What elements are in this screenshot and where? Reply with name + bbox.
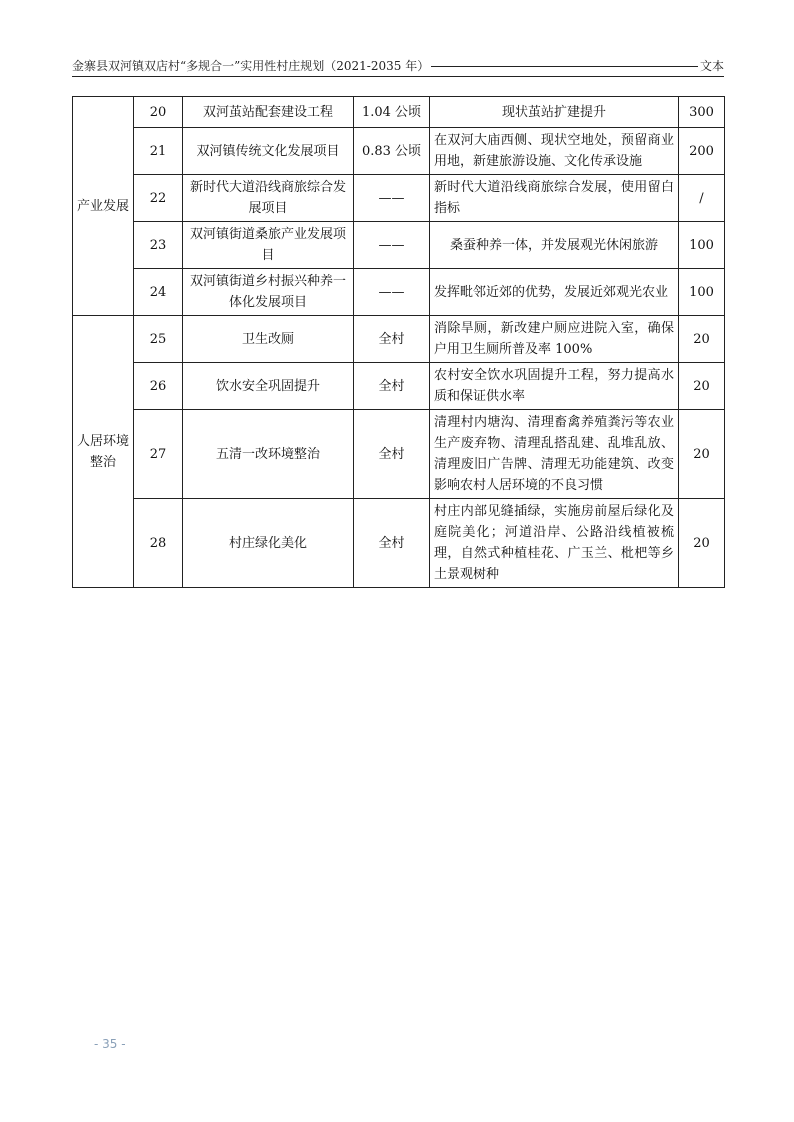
project-content: 农村安全饮水巩固提升工程，努力提高水质和保证供水率 — [430, 363, 679, 410]
table-row — [73, 222, 725, 269]
table-row — [73, 316, 725, 363]
row-number: 26 — [134, 363, 183, 410]
project-name: 新时代大道沿线商旅综合发展项目 — [183, 175, 354, 222]
project-scale: —— — [354, 269, 430, 316]
project-name: 五清一改环境整治 — [183, 410, 354, 499]
project-content: 新时代大道沿线商旅综合发展，使用留白指标 — [430, 175, 679, 222]
project-content: 在双河大庙西侧、现状空地处，预留商业用地，新建旅游设施、文化传承设施 — [430, 128, 679, 175]
document-section-label: 文本 — [699, 59, 724, 73]
project-name: 饮水安全巩固提升 — [183, 363, 354, 410]
row-number: 27 — [134, 410, 183, 499]
project-investment: 100 — [679, 269, 725, 316]
category-cell: 人居环境整治 — [73, 316, 134, 588]
category-cell: 产业发展 — [73, 97, 134, 316]
project-investment: 20 — [679, 499, 725, 588]
table-row — [73, 97, 725, 128]
table-row — [73, 499, 725, 588]
row-number: 28 — [134, 499, 183, 588]
project-name: 双河镇街道乡村振兴种养一体化发展项目 — [183, 269, 354, 316]
project-scale: 全村 — [354, 316, 430, 363]
project-content: 村庄内部见缝插绿，实施房前屋后绿化及庭院美化；河道沿岸、公路沿线植被梳理，自然式种植桂花、广玉兰、枇杷等乡土景观树种 — [430, 499, 679, 588]
header-rule — [431, 66, 698, 67]
project-content: 清理村内塘沟、清理畜禽养殖粪污等农业生产废弃物、清理乱搭乱建、乱堆乱放、清理废旧广告牌、清理无功能建筑、改变影响农村人居环境的不良习惯 — [430, 410, 679, 499]
project-name: 双河镇街道桑旅产业发展项目 — [183, 222, 354, 269]
project-content: 现状茧站扩建提升 — [430, 97, 679, 128]
project-scale: 1.04 公顷 — [354, 97, 430, 128]
project-scale: —— — [354, 175, 430, 222]
row-number: 21 — [134, 128, 183, 175]
project-content: 桑蚕种养一体，并发展观光休闲旅游 — [430, 222, 679, 269]
project-investment: 20 — [679, 410, 725, 499]
project-investment: 20 — [679, 316, 725, 363]
project-scale: —— — [354, 222, 430, 269]
project-name: 双河茧站配套建设工程 — [183, 97, 354, 128]
project-investment: / — [679, 175, 725, 222]
document-title: 金寨县双河镇双店村“多规合一”实用性村庄规划（2021-2035 年） — [72, 59, 430, 73]
table-row — [73, 363, 725, 410]
table-row — [73, 128, 725, 175]
table-row — [73, 410, 725, 499]
row-number: 20 — [134, 97, 183, 128]
project-content: 消除旱厕，新改建户厕应进院入室，确保户用卫生厕所普及率 100% — [430, 316, 679, 363]
project-investment: 300 — [679, 97, 725, 128]
table-row — [73, 269, 725, 316]
row-number: 23 — [134, 222, 183, 269]
project-name: 村庄绿化美化 — [183, 499, 354, 588]
project-investment: 100 — [679, 222, 725, 269]
row-number: 24 — [134, 269, 183, 316]
project-name: 双河镇传统文化发展项目 — [183, 128, 354, 175]
page-header — [72, 56, 724, 77]
project-scale: 全村 — [354, 499, 430, 588]
project-investment: 20 — [679, 363, 725, 410]
row-number: 25 — [134, 316, 183, 363]
project-scale: 全村 — [354, 410, 430, 499]
page-number: - 35 - — [94, 1037, 126, 1051]
project-content: 发挥毗邻近郊的优势，发展近郊观光农业 — [430, 269, 679, 316]
project-investment: 200 — [679, 128, 725, 175]
table-row — [73, 175, 725, 222]
project-scale: 0.83 公顷 — [354, 128, 430, 175]
project-scale: 全村 — [354, 363, 430, 410]
project-name: 卫生改厕 — [183, 316, 354, 363]
row-number: 22 — [134, 175, 183, 222]
project-table — [72, 96, 725, 588]
